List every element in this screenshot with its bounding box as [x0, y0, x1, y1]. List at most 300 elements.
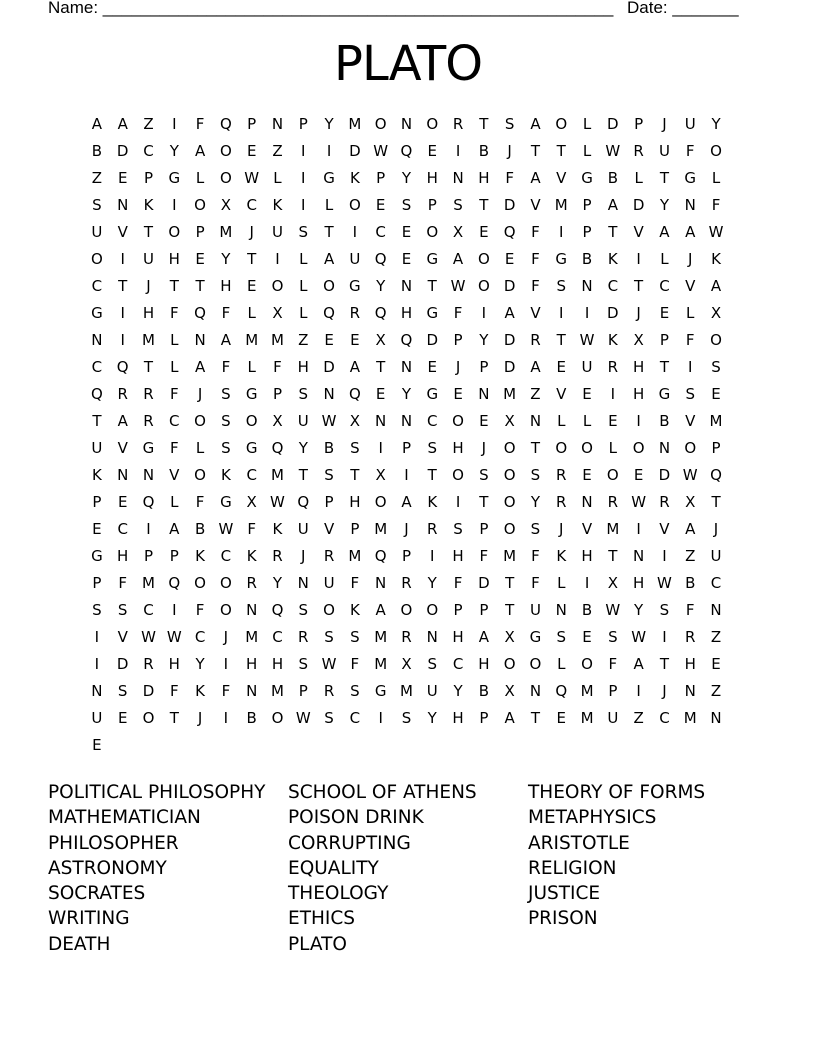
grid-letter: C: [710, 574, 722, 592]
grid-letter: L: [195, 439, 205, 457]
word-list-item: SOCRATES: [48, 883, 146, 905]
grid-letter: K: [349, 601, 360, 619]
grid-letter: O: [219, 574, 232, 592]
grid-letter: C: [91, 277, 103, 295]
grid-letter: R: [246, 574, 257, 592]
grid-letter: F: [685, 331, 695, 349]
grid-letter: F: [221, 682, 231, 700]
grid-letter: K: [711, 250, 721, 268]
name-field-line: Name: ______________________________________________________: [48, 0, 614, 17]
grid-letter: O: [374, 493, 387, 511]
grid-letter: R: [323, 682, 335, 700]
grid-letter: J: [481, 439, 487, 457]
grid-letter: T: [143, 223, 154, 241]
grid-letter: O: [323, 277, 335, 295]
grid-letter: P: [479, 709, 489, 727]
grid-letter: C: [659, 277, 670, 295]
grid-letter: L: [608, 439, 618, 457]
grid-letter: Z: [91, 169, 103, 187]
grid-letter: P: [453, 331, 463, 349]
grid-letter: O: [271, 709, 284, 727]
grid-letter: E: [582, 466, 592, 484]
grid-letter: W: [295, 709, 311, 727]
grid-letter: A: [530, 115, 541, 133]
grid-letter: J: [662, 115, 667, 133]
grid-letter: R: [143, 655, 154, 673]
grid-letter: E: [401, 250, 412, 268]
grid-letter: G: [426, 250, 439, 268]
grid-letter: D: [503, 358, 516, 376]
grid-letter: H: [400, 304, 413, 322]
grid-letter: F: [531, 250, 540, 268]
grid-letter: J: [559, 520, 564, 538]
grid-letter: I: [636, 412, 641, 430]
grid-letter: M: [348, 115, 362, 133]
grid-letter: L: [195, 169, 205, 187]
grid-letter: C: [194, 628, 206, 646]
grid-letter: I: [301, 196, 306, 214]
grid-letter: N: [529, 412, 542, 430]
grid-letter: C: [452, 655, 464, 673]
grid-letter: N: [375, 412, 387, 430]
grid-letter: E: [427, 358, 437, 376]
grid-letter: S: [453, 196, 463, 214]
grid-letter: O: [503, 655, 516, 673]
grid-letter: O: [271, 277, 284, 295]
grid-letter: P: [298, 682, 308, 700]
grid-letter: Q: [116, 358, 129, 376]
grid-letter: H: [452, 709, 464, 727]
grid-letter: U: [297, 412, 309, 430]
grid-letter: C: [143, 142, 154, 160]
grid-letter: X: [272, 412, 283, 430]
grid-letter: K: [556, 547, 567, 565]
grid-letter: Y: [711, 115, 721, 133]
grid-letter: Z: [298, 331, 309, 349]
grid-letter: W: [682, 466, 698, 484]
grid-letter: E: [401, 223, 412, 241]
grid-letter: P: [272, 385, 282, 403]
grid-letter: N: [400, 115, 413, 133]
grid-letter: E: [453, 385, 463, 403]
grid-letter: N: [297, 574, 309, 592]
grid-letter: R: [117, 385, 128, 403]
grid-letter: N: [400, 412, 413, 430]
word-list-item: RELIGION: [528, 857, 617, 879]
grid-letter: F: [453, 574, 463, 592]
grid-letter: Z: [530, 385, 541, 403]
grid-letter: K: [272, 520, 283, 538]
grid-letter: O: [555, 115, 568, 133]
grid-letter: X: [504, 628, 515, 646]
grid-letter: B: [659, 412, 670, 430]
grid-letter: V: [117, 628, 128, 646]
grid-letter: N: [710, 601, 722, 619]
grid-letter: E: [92, 520, 102, 538]
grid-letter: K: [427, 493, 438, 511]
grid-letter: Q: [400, 331, 413, 349]
grid-letter: Q: [271, 439, 284, 457]
grid-letter: G: [91, 547, 103, 565]
grid-letter: N: [684, 682, 696, 700]
grid-letter: S: [298, 601, 309, 619]
grid-letter: I: [172, 196, 177, 214]
grid-letter: V: [323, 520, 335, 538]
grid-letter: R: [607, 358, 619, 376]
grid-letter: D: [323, 358, 335, 376]
grid-letter: X: [401, 655, 412, 673]
grid-letter: Z: [143, 115, 154, 133]
grid-letter: P: [479, 358, 489, 376]
grid-letter: O: [477, 250, 490, 268]
grid-letter: S: [350, 439, 360, 457]
grid-letter: N: [91, 682, 103, 700]
grid-letter: B: [478, 142, 489, 160]
grid-letter: L: [170, 331, 179, 349]
grid-letter: N: [246, 682, 258, 700]
grid-letter: T: [479, 493, 489, 511]
grid-letter: I: [301, 169, 306, 187]
grid-letter: P: [376, 169, 386, 187]
grid-letter: F: [531, 223, 540, 241]
grid-letter: P: [582, 223, 592, 241]
grid-letter: G: [658, 385, 671, 403]
grid-letter: N: [323, 385, 335, 403]
grid-letter: U: [529, 601, 541, 619]
grid-letter: T: [479, 196, 489, 214]
grid-letter: S: [479, 466, 489, 484]
grid-letter: O: [142, 709, 155, 727]
grid-letter: Y: [401, 169, 412, 187]
grid-letter: P: [247, 115, 257, 133]
grid-letter: S: [427, 655, 438, 673]
grid-letter: S: [324, 709, 334, 727]
grid-letter: Z: [685, 547, 696, 565]
grid-letter: L: [557, 412, 566, 430]
grid-letter: X: [246, 493, 257, 511]
grid-letter: G: [581, 169, 593, 187]
grid-letter: N: [400, 358, 413, 376]
grid-letter: S: [298, 385, 309, 403]
grid-letter: L: [299, 250, 308, 268]
grid-letter: I: [301, 142, 306, 160]
grid-letter: A: [194, 358, 206, 376]
grid-letter: G: [245, 439, 258, 457]
word-list-column-3: [528, 780, 705, 932]
grid-letter: X: [452, 223, 464, 241]
grid-letter: U: [91, 223, 103, 241]
grid-letter: T: [427, 466, 437, 484]
grid-letter: E: [556, 358, 566, 376]
grid-letter: S: [530, 520, 541, 538]
grid-letter: H: [478, 169, 490, 187]
grid-letter: S: [401, 709, 412, 727]
grid-letter: S: [221, 412, 231, 430]
grid-letter: X: [220, 196, 232, 214]
grid-letter: E: [582, 628, 592, 646]
grid-letter: P: [92, 493, 102, 511]
grid-letter: I: [662, 547, 667, 565]
grid-letter: Q: [400, 142, 413, 160]
grid-letter: L: [660, 250, 669, 268]
grid-letter: N: [684, 196, 696, 214]
grid-letter: E: [195, 250, 205, 268]
grid-letter: F: [221, 358, 231, 376]
page-title: PLATO: [334, 36, 482, 92]
grid-letter: M: [142, 331, 155, 349]
grid-letter: B: [246, 709, 257, 727]
grid-letter: S: [608, 628, 618, 646]
grid-letter: V: [556, 385, 567, 403]
grid-letter: C: [169, 412, 180, 430]
grid-letter: F: [531, 547, 540, 565]
grid-letter: U: [297, 520, 309, 538]
grid-letter: O: [194, 412, 206, 430]
grid-letter: J: [223, 628, 229, 646]
grid-letter: T: [505, 601, 515, 619]
grid-letter: V: [169, 466, 180, 484]
grid-letter: D: [503, 331, 516, 349]
grid-letter: F: [169, 385, 179, 403]
grid-letter: L: [711, 169, 721, 187]
word-list-item: EQUALITY: [288, 857, 379, 879]
grid-letter: N: [194, 331, 206, 349]
grid-letter: V: [633, 223, 644, 241]
grid-letter: U: [349, 250, 361, 268]
grid-letter: I: [223, 655, 229, 673]
grid-letter: Y: [272, 574, 283, 592]
grid-letter: C: [375, 223, 386, 241]
grid-letter: T: [143, 358, 154, 376]
grid-letter: K: [195, 547, 205, 565]
grid-letter: C: [272, 628, 283, 646]
grid-letter: H: [271, 655, 284, 673]
grid-letter: F: [195, 601, 205, 619]
grid-letter: F: [118, 574, 128, 592]
grid-letter: W: [579, 331, 595, 349]
grid-letter: O: [219, 142, 232, 160]
grid-letter: F: [350, 574, 360, 592]
grid-letter: I: [326, 142, 332, 160]
grid-letter: T: [376, 358, 386, 376]
grid-letter: R: [298, 628, 309, 646]
grid-letter: I: [636, 520, 641, 538]
grid-letter: S: [556, 277, 566, 295]
grid-letter: E: [504, 250, 515, 268]
grid-letter: H: [297, 358, 309, 376]
grid-letter: W: [270, 493, 285, 511]
grid-letter: O: [710, 142, 722, 160]
grid-letter: M: [374, 520, 388, 538]
grid-letter: N: [710, 709, 722, 727]
grid-letter: Y: [453, 682, 463, 700]
grid-letter: O: [323, 601, 335, 619]
grid-letter: J: [662, 682, 667, 700]
grid-letter: I: [172, 601, 177, 619]
grid-letter: Z: [633, 709, 644, 727]
grid-letter: Z: [710, 682, 722, 700]
grid-letter: I: [275, 250, 280, 268]
grid-letter: O: [503, 493, 516, 511]
grid-letter: E: [246, 277, 257, 295]
grid-letter: E: [711, 655, 721, 673]
word-list-item: MATHEMATICIAN: [48, 807, 201, 829]
grid-letter: F: [608, 655, 618, 673]
grid-letter: Y: [376, 277, 386, 295]
grid-letter: A: [478, 628, 489, 646]
grid-letter: J: [636, 304, 641, 322]
grid-letter: T: [479, 115, 489, 133]
grid-letter: D: [116, 655, 129, 673]
grid-letter: I: [610, 385, 616, 403]
grid-letter: J: [455, 358, 461, 376]
grid-letter: O: [503, 520, 516, 538]
grid-letter: K: [195, 682, 205, 700]
grid-letter: P: [427, 196, 437, 214]
grid-letter: E: [556, 709, 566, 727]
grid-letter: Y: [221, 250, 231, 268]
grid-letter: A: [401, 493, 412, 511]
grid-letter: J: [507, 142, 512, 160]
grid-letter: H: [168, 655, 180, 673]
grid-letter: R: [401, 628, 412, 646]
grid-letter: M: [554, 196, 568, 214]
grid-letter: E: [608, 412, 618, 430]
grid-letter: L: [299, 277, 308, 295]
grid-letter: O: [503, 466, 516, 484]
grid-letter: R: [323, 547, 335, 565]
grid-letter: X: [504, 412, 515, 430]
grid-letter: H: [220, 277, 232, 295]
grid-letter: F: [169, 304, 179, 322]
grid-letter: C: [246, 466, 257, 484]
grid-letter: C: [659, 709, 670, 727]
grid-letter: O: [194, 466, 206, 484]
grid-letter: J: [404, 520, 409, 538]
grid-letter: X: [710, 304, 722, 322]
grid-letter: D: [503, 196, 516, 214]
grid-letter: V: [581, 520, 593, 538]
grid-letter: A: [323, 250, 335, 268]
grid-letter: Y: [530, 493, 541, 511]
grid-letter: J: [249, 223, 254, 241]
grid-letter: N: [117, 196, 129, 214]
grid-letter: H: [168, 250, 180, 268]
grid-letter: F: [169, 439, 179, 457]
word-list-item: THEORY OF FORMS: [528, 782, 706, 803]
grid-letter: H: [478, 655, 490, 673]
grid-letter: L: [582, 412, 592, 430]
grid-letter: I: [223, 709, 229, 727]
grid-letter: E: [479, 412, 489, 430]
grid-letter: W: [244, 169, 260, 187]
word-list-item: POLITICAL PHILOSOPHY: [48, 782, 266, 803]
grid-letter: R: [272, 547, 283, 565]
grid-letter: X: [375, 466, 386, 484]
grid-letter: I: [120, 331, 125, 349]
grid-letter: W: [708, 223, 724, 241]
grid-letter: A: [452, 250, 464, 268]
grid-letter: G: [323, 169, 335, 187]
word-list-item: WRITING: [48, 908, 130, 930]
grid-letter: M: [219, 223, 233, 241]
grid-letter: O: [606, 466, 619, 484]
word-list-item: PLATO: [288, 933, 347, 955]
grid-letter: N: [426, 628, 438, 646]
grid-letter: M: [374, 655, 388, 673]
grid-letter: N: [91, 331, 103, 349]
grid-letter: M: [348, 547, 362, 565]
grid-letter: N: [400, 277, 413, 295]
grid-letter: O: [710, 331, 722, 349]
grid-letter: I: [120, 304, 125, 322]
grid-letter: D: [478, 574, 490, 592]
grid-letter: I: [636, 250, 641, 268]
grid-letter: I: [94, 655, 100, 673]
grid-letter: M: [503, 385, 517, 403]
grid-letter: Q: [271, 601, 284, 619]
grid-letter: F: [531, 574, 540, 592]
grid-letter: I: [559, 304, 564, 322]
grid-letter: E: [92, 736, 102, 754]
word-list-item: JUSTICE: [528, 883, 601, 905]
grid-letter: S: [298, 223, 309, 241]
grid-letter: Q: [374, 304, 387, 322]
grid-letter: I: [404, 466, 409, 484]
grid-letter: G: [529, 628, 542, 646]
grid-letter: E: [375, 385, 386, 403]
grid-letter: Z: [272, 142, 283, 160]
grid-letter: C: [117, 520, 128, 538]
grid-letter: O: [503, 439, 516, 457]
grid-letter: V: [117, 223, 128, 241]
grid-letter: X: [375, 331, 386, 349]
grid-letter: U: [684, 115, 696, 133]
grid-letter: Z: [710, 628, 722, 646]
grid-letter: A: [169, 520, 180, 538]
grid-letter: F: [685, 601, 695, 619]
grid-letter: Y: [401, 385, 412, 403]
grid-letter: O: [477, 277, 490, 295]
grid-letter: F: [169, 682, 179, 700]
grid-letter: T: [530, 709, 541, 727]
grid-letter: O: [426, 115, 439, 133]
grid-letter: I: [559, 223, 564, 241]
grid-letter: N: [246, 601, 258, 619]
grid-letter: P: [582, 196, 592, 214]
date-field-line: Date: _______: [627, 0, 739, 17]
grid-letter: A: [633, 655, 644, 673]
grid-letter: J: [301, 547, 306, 565]
grid-letter: W: [450, 277, 466, 295]
grid-letter: M: [271, 682, 284, 700]
grid-letter: Y: [298, 439, 308, 457]
grid-letter: J: [146, 277, 151, 295]
grid-letter: E: [246, 142, 257, 160]
grid-letter: A: [91, 115, 103, 133]
grid-letter: A: [685, 520, 696, 538]
grid-letter: T: [169, 709, 179, 727]
grid-letter: A: [117, 115, 128, 133]
grid-letter: P: [659, 331, 669, 349]
grid-letter: R: [427, 520, 438, 538]
grid-letter: H: [632, 385, 645, 403]
grid-letter: Y: [324, 115, 334, 133]
word-list-column-1: [48, 780, 265, 957]
grid-letter: S: [117, 601, 128, 619]
word-list-item: DEATH: [48, 933, 111, 955]
grid-letter: G: [220, 493, 232, 511]
